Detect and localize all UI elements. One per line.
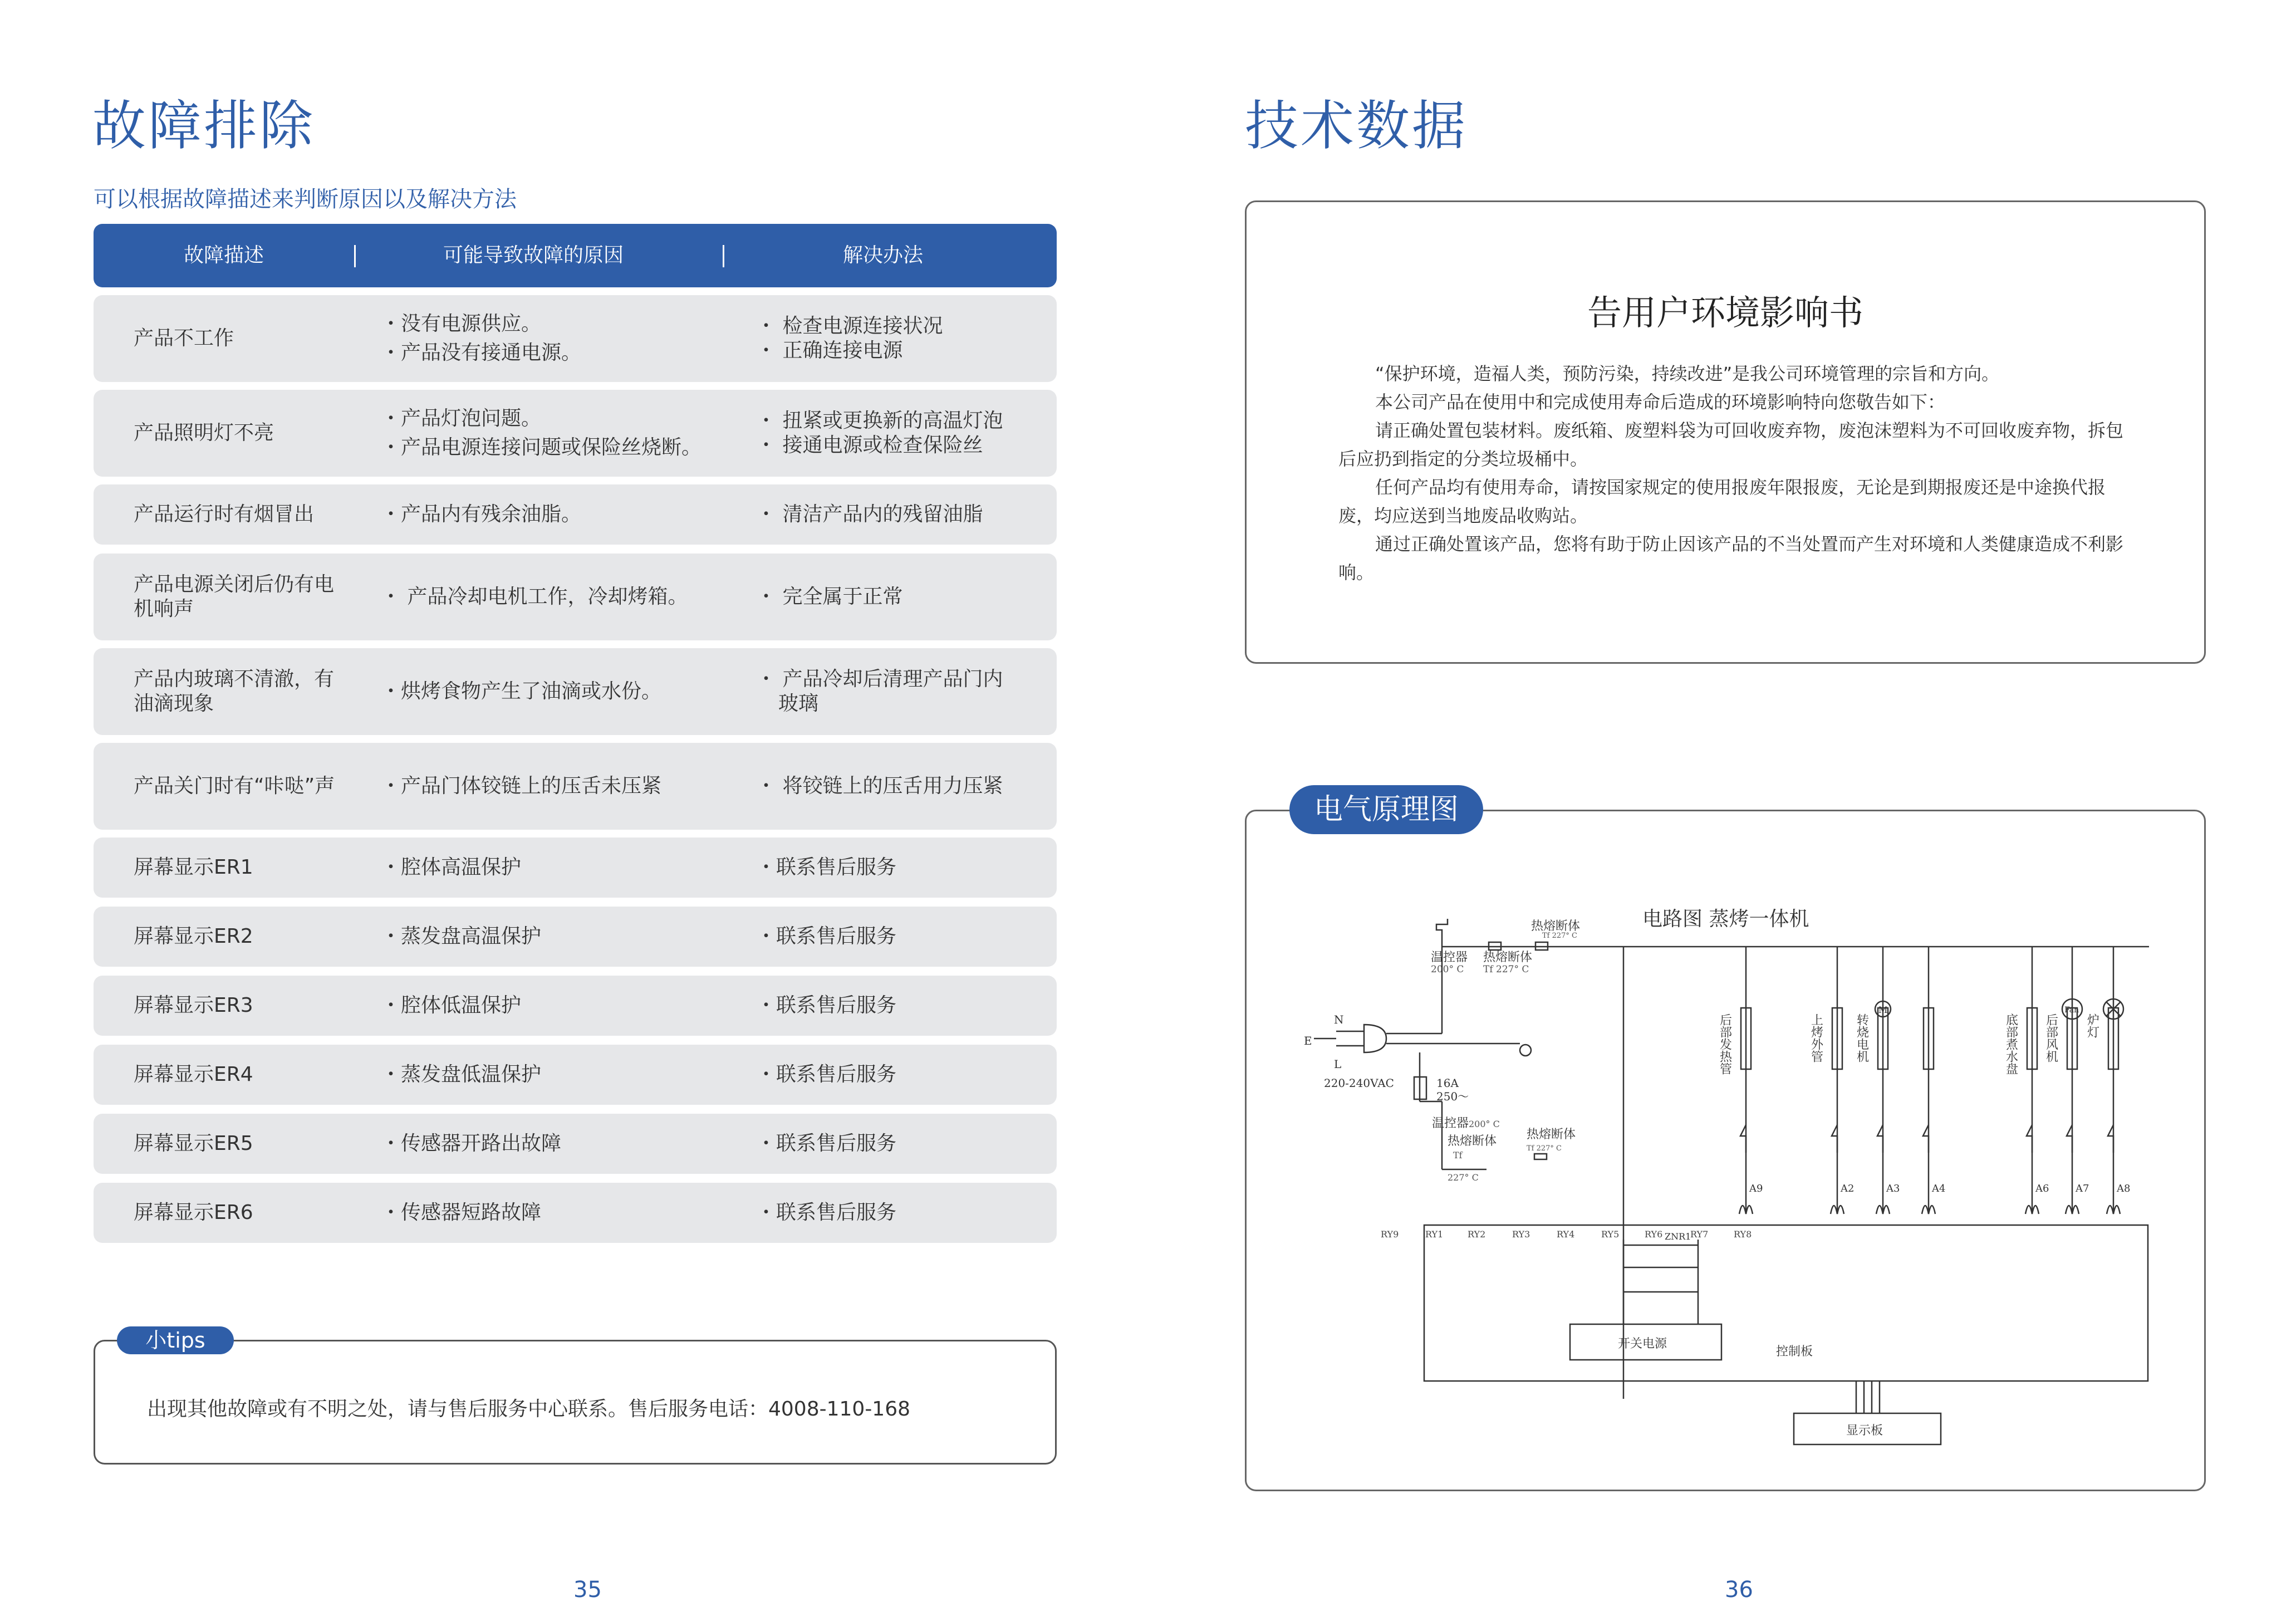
relay-contact bbox=[2108, 1125, 2113, 1153]
solution-item: ・ 扭紧或更换新的高温灯泡 bbox=[756, 409, 1003, 432]
fault-solutions bbox=[756, 1183, 1046, 1243]
fuse-rating: 16A bbox=[1436, 1076, 1459, 1090]
fuse-temp: 227° C bbox=[1448, 1172, 1479, 1183]
fault-solutions bbox=[756, 838, 1046, 898]
relay-label: RY1 bbox=[1425, 1229, 1444, 1240]
cause-item: ・产品灯泡问题。 bbox=[381, 407, 542, 430]
fault-causes bbox=[381, 648, 737, 735]
solution-item: ・ 产品冷却后清理产品门内 bbox=[756, 668, 1003, 690]
diagram-label: 电气原理图 bbox=[1289, 785, 1483, 834]
fuse-label: 热熔断体 bbox=[1527, 1128, 1576, 1142]
solution-item: ・联系售后服务 bbox=[756, 1132, 897, 1155]
fault-description: 屏幕显示ER3 bbox=[134, 994, 253, 1017]
header-divider bbox=[354, 245, 356, 267]
fault-description: 产品运行时有烟冒出 bbox=[134, 503, 315, 526]
table-row bbox=[94, 907, 1057, 967]
thermostat-label: 温控器 bbox=[1432, 1116, 1469, 1130]
solution-item: ・联系售后服务 bbox=[756, 856, 897, 879]
relay-label: RY6 bbox=[1645, 1229, 1663, 1240]
table-header bbox=[94, 224, 1057, 287]
solution-item: ・联系售后服务 bbox=[756, 1063, 897, 1086]
fault-description: 产品不工作 bbox=[134, 327, 234, 350]
cause-item: ・传感器短路故障 bbox=[381, 1201, 542, 1224]
cause-item: ・蒸发盘高温保护 bbox=[381, 925, 542, 948]
znr-label: ZNR1 bbox=[1665, 1231, 1691, 1242]
fuse-spec: Tf 227° C bbox=[1542, 932, 1578, 940]
fault-causes bbox=[381, 1045, 737, 1105]
motor-label: M bbox=[1878, 1005, 1888, 1015]
diagram-title: 电路图 蒸烤一体机 bbox=[1642, 908, 1809, 931]
fault-solutions bbox=[756, 1114, 1046, 1174]
fault-causes bbox=[381, 484, 737, 545]
terminal-label: A6 bbox=[2035, 1183, 2049, 1194]
notice-paragraph: 通过正确处置该产品，您将有助于防止因该产品的不当处置而产生对环境和人类健康造成不利影响。 bbox=[1338, 533, 2124, 583]
notice-paragraph: 本公司产品在使用中和完成使用寿命后造成的环境影响特向您敬告如下： bbox=[1375, 391, 1946, 413]
table-subtitle: 可以根据故障描述来判断原因以及解决方法 bbox=[94, 187, 517, 212]
fault-solutions bbox=[756, 295, 1046, 382]
plug-symbol bbox=[1364, 1025, 1386, 1052]
fault-description: 屏幕显示ER1 bbox=[134, 856, 253, 879]
circuit-diagram bbox=[1281, 891, 2160, 1459]
header-divider bbox=[723, 245, 724, 267]
page-title-left: 故障排除 bbox=[92, 95, 315, 157]
display-board-label: 显示板 bbox=[1846, 1424, 1883, 1438]
solution-item: ・ 将铰链上的压舌用力压紧 bbox=[756, 775, 1003, 797]
l-label: L bbox=[1334, 1057, 1342, 1071]
cause-item: ・腔体低温保护 bbox=[381, 994, 522, 1017]
header-solution: 解决办法 bbox=[843, 244, 924, 267]
fault-causes bbox=[381, 390, 737, 477]
terminal-label: A9 bbox=[1749, 1183, 1763, 1194]
thermostat-symbol bbox=[1436, 919, 1448, 947]
table-row bbox=[94, 1045, 1057, 1105]
fault-causes bbox=[381, 907, 737, 967]
control-board-label: 控制板 bbox=[1776, 1345, 1813, 1359]
fuse-spec: Tf 227° C bbox=[1483, 964, 1529, 975]
load-label: 转烧电机 bbox=[1855, 1013, 1869, 1062]
terminal-label: A4 bbox=[1932, 1183, 1946, 1194]
cause-item: ・ 产品冷却电机工作，冷却烤箱。 bbox=[381, 585, 688, 608]
fault-description: 屏幕显示ER5 bbox=[134, 1132, 253, 1155]
fault-description: 屏幕显示ER6 bbox=[134, 1201, 253, 1224]
page-number-left: 35 bbox=[573, 1577, 602, 1603]
fuse-spec: Tf 227° C bbox=[1527, 1144, 1562, 1153]
thermostat-temp: 200° C bbox=[1469, 1119, 1500, 1129]
solution-item: ・联系售后服务 bbox=[756, 994, 897, 1017]
tips-text: 出现其他故障或有不明之处，请与售后服务中心联系。售后服务电话：4008-110-168 bbox=[147, 1398, 911, 1421]
load-label: 后部发热管 bbox=[1718, 1013, 1732, 1075]
cause-item: ・产品门体铰链上的压舌未压紧 bbox=[381, 775, 662, 797]
load-branches bbox=[1381, 947, 2130, 1240]
table-row bbox=[94, 484, 1057, 545]
fan-label: Fan bbox=[2064, 1006, 2079, 1015]
power-supply-label: 开关电源 bbox=[1618, 1337, 1667, 1351]
fault-causes bbox=[381, 743, 737, 830]
table-row bbox=[94, 838, 1057, 898]
page-number-right: 36 bbox=[1725, 1577, 1753, 1603]
relay-contact bbox=[1923, 1125, 1929, 1153]
fault-solutions bbox=[756, 976, 1046, 1036]
fault-causes bbox=[381, 554, 737, 640]
load-label: 底部煮水盘 bbox=[2004, 1013, 2018, 1075]
cause-item: ・腔体高温保护 bbox=[381, 856, 522, 879]
fuse-label: 热熔断体 bbox=[1531, 919, 1581, 933]
fault-description: 屏幕显示ER4 bbox=[134, 1063, 253, 1086]
relay-label: RY3 bbox=[1512, 1229, 1530, 1240]
fault-description: 屏幕显示ER2 bbox=[134, 925, 253, 948]
load-label: 炉灯 bbox=[2085, 1013, 2099, 1038]
thermostat-temp: 200° C bbox=[1431, 964, 1464, 975]
cause-item: ・传感器开路出故障 bbox=[381, 1132, 562, 1155]
relay-label: RY4 bbox=[1557, 1229, 1575, 1240]
fault-description: 产品内玻璃不清澈，有油滴现象 bbox=[134, 668, 335, 715]
header-desc: 故障描述 bbox=[184, 244, 264, 267]
relay-label: RY8 bbox=[1734, 1229, 1752, 1240]
fault-causes bbox=[381, 295, 737, 382]
fault-solutions bbox=[756, 390, 1046, 477]
solution-item: ・ 正确连接电源 bbox=[756, 339, 903, 362]
notice-paragraph: 任何产品均有使用寿命，请按国家规定的使用报废年限报废，无论是到期报废还是中途换代报废，均应送到当地废品收购站。 bbox=[1338, 477, 2106, 526]
table-row bbox=[94, 295, 1057, 382]
fuse-rating: 250～ bbox=[1436, 1090, 1469, 1103]
notice-body bbox=[1338, 360, 2127, 587]
page-title-right: 技术数据 bbox=[1245, 95, 1468, 157]
solution-item: ・联系售后服务 bbox=[756, 925, 897, 948]
relay-contact bbox=[1740, 1125, 1746, 1153]
relay-contact bbox=[1877, 1125, 1883, 1153]
fuse-symbol bbox=[1534, 1154, 1547, 1159]
table-row bbox=[94, 648, 1057, 735]
ground-symbol bbox=[1520, 1045, 1531, 1056]
fault-solutions bbox=[756, 743, 1046, 830]
load-label: 上烤外管 bbox=[1809, 1013, 1823, 1062]
terminal-label: A2 bbox=[1841, 1183, 1855, 1194]
table-row bbox=[94, 743, 1057, 830]
fuse-label: 热熔断体 bbox=[1448, 1134, 1497, 1148]
relay-contact bbox=[2027, 1125, 2032, 1153]
terminal-label: A3 bbox=[1886, 1183, 1900, 1194]
cause-item: ・产品内有残余油脂。 bbox=[381, 503, 582, 526]
table-row bbox=[94, 554, 1057, 640]
relay-contact bbox=[1832, 1125, 1837, 1153]
solution-item: ・ 检查电源连接状况 bbox=[756, 315, 943, 337]
terminal-label: A8 bbox=[2117, 1183, 2131, 1194]
relay-label: RY7 bbox=[1690, 1229, 1709, 1240]
table-row bbox=[94, 1183, 1057, 1243]
fault-description: 产品关门时有“咔哒”声 bbox=[134, 775, 335, 797]
cause-item: ・产品没有接通电源。 bbox=[381, 341, 582, 364]
load-label: 后部风机 bbox=[2044, 1013, 2058, 1062]
table-row bbox=[94, 1114, 1057, 1174]
voltage-label: 220-240VAC bbox=[1324, 1076, 1394, 1090]
notice-title: 告用户环境影响书 bbox=[1587, 292, 1863, 333]
table-row bbox=[94, 390, 1057, 477]
fault-description: 产品电源关闭后仍有电机响声 bbox=[134, 573, 335, 620]
n-label: N bbox=[1334, 1013, 1344, 1026]
fault-causes bbox=[381, 1183, 737, 1243]
fault-solutions bbox=[756, 648, 1046, 735]
cause-item: ・没有电源供应。 bbox=[381, 312, 542, 335]
fuse-tf: Tf bbox=[1453, 1150, 1463, 1160]
cause-item: ・产品电源连接问题或保险丝烧断。 bbox=[381, 436, 702, 459]
fault-solutions bbox=[756, 484, 1046, 545]
solution-item: ・联系售后服务 bbox=[756, 1201, 897, 1224]
e-label: E bbox=[1304, 1034, 1312, 1047]
cause-item: ・蒸发盘低温保护 bbox=[381, 1063, 542, 1086]
cause-item: ・烘烤食物产生了油滴或水份。 bbox=[381, 680, 662, 703]
header-cause: 可能导致故障的原因 bbox=[443, 244, 624, 267]
fault-causes bbox=[381, 1114, 737, 1174]
fault-causes bbox=[381, 976, 737, 1036]
solution-item: ・ 接通电源或检查保险丝 bbox=[756, 434, 983, 457]
notice-paragraph: “保护环境，造福人类，预防污染，持续改进”是我公司环境管理的宗旨和方向。 bbox=[1375, 363, 2000, 384]
tips-label: 小tips bbox=[117, 1326, 234, 1354]
terminal-label: A7 bbox=[2076, 1183, 2089, 1194]
fault-description: 产品照明灯不亮 bbox=[134, 422, 274, 444]
fault-solutions bbox=[756, 907, 1046, 967]
solution-item: 玻璃 bbox=[778, 692, 819, 715]
fault-solutions bbox=[756, 554, 1046, 640]
thermostat-label: 温控器 bbox=[1431, 951, 1468, 964]
relay-label: RY5 bbox=[1601, 1229, 1620, 1240]
relay-label: RY2 bbox=[1468, 1229, 1486, 1240]
fault-solutions bbox=[756, 1045, 1046, 1105]
solution-item: ・ 完全属于正常 bbox=[756, 585, 903, 608]
table-row bbox=[94, 976, 1057, 1036]
relay-label: RY9 bbox=[1381, 1229, 1399, 1240]
notice-paragraph: 请正确处置包装材料。废纸箱、废塑料袋为可回收废弃物，废泡沫塑料为不可回收废弃物，拆包后应扔到指定的分类垃圾桶中。 bbox=[1338, 420, 2124, 469]
fuse-label: 热熔断体 bbox=[1483, 951, 1533, 964]
solution-item: ・ 清洁产品内的残留油脂 bbox=[756, 503, 983, 526]
relay-contact bbox=[2067, 1125, 2072, 1153]
fault-causes bbox=[381, 838, 737, 898]
